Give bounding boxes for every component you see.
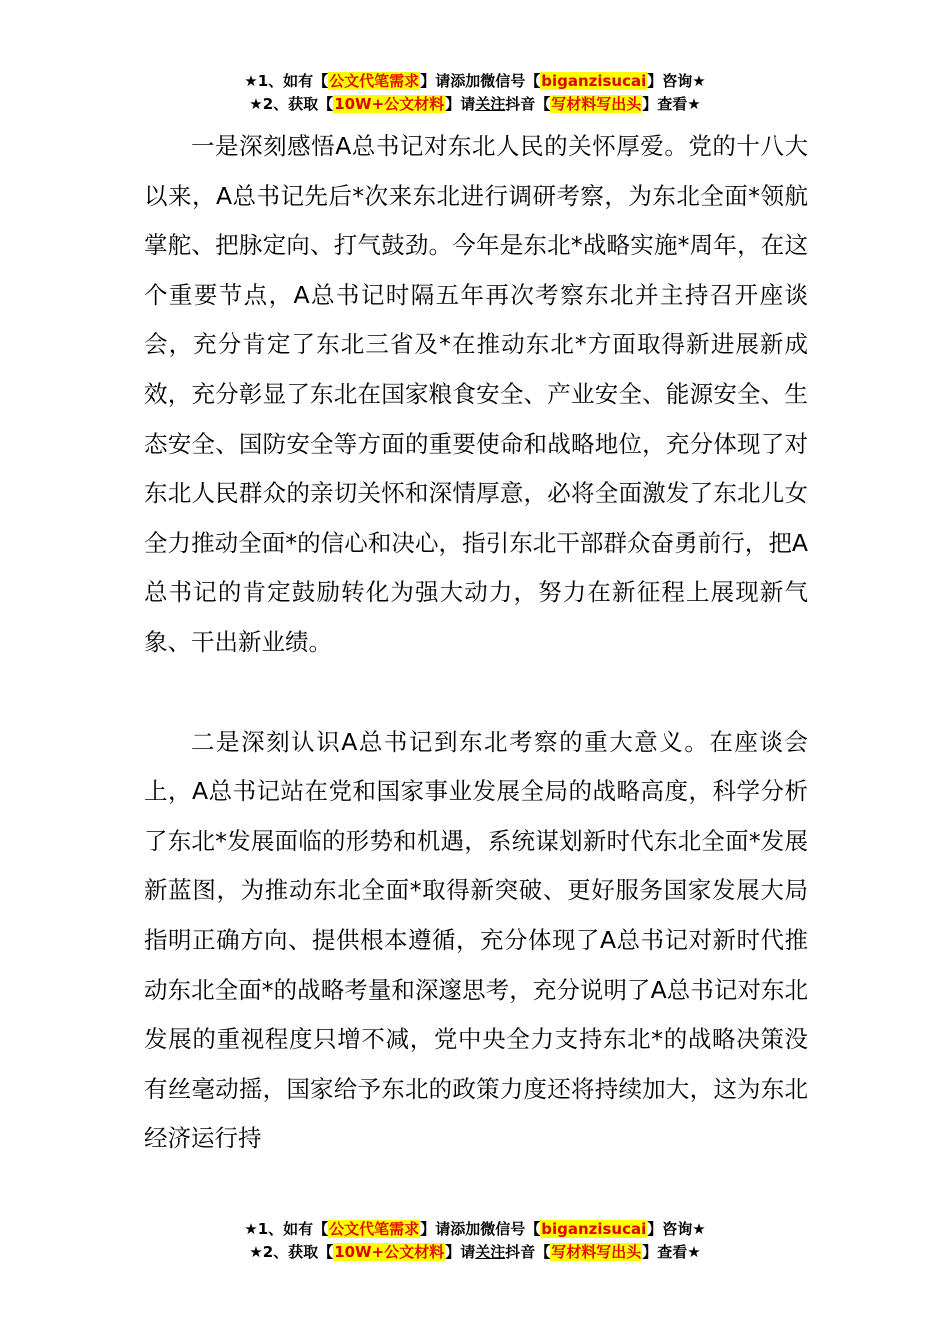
banner-highlight: 10W+公文材料 bbox=[334, 1243, 445, 1261]
banner-highlight: 公文代笔需求 bbox=[329, 72, 420, 90]
banner-text: ★2、获取【 bbox=[249, 1243, 334, 1261]
banner-highlight: 10W+公文材料 bbox=[334, 95, 445, 113]
banner-underlined: 关注 bbox=[475, 1243, 506, 1261]
banner-line-2 bbox=[0, 1241, 950, 1264]
banner-line-1 bbox=[0, 1218, 950, 1241]
banner-text: ★2、获取【 bbox=[249, 95, 334, 113]
banner-highlight: 写材料写出头 bbox=[551, 95, 642, 113]
document-body bbox=[144, 122, 808, 1164]
banner-highlight: 公文代笔需求 bbox=[329, 1220, 420, 1238]
banner-text: 抖音【 bbox=[505, 1243, 551, 1261]
paragraph-2: 二是深刻认识A总书记到东北考察的重大意义。在座谈会上，A总书记站在党和国家事业发展全局的战略高度，科学分析了东北*发展面临的形势和机遇，系统谋划新时代东北全面*发展新蓝图，为推动东北全面*取得新突破、更好服务国家发展大局指明正确方向、提供根本遵循，充分体现了A总书记对新时代推动东北全面*的战略考量和深邃思考，充分说明了A总书记对东北发展的重视程度只增不减，党中央全力支持东北*的战略决策没有丝毫动摇，国家给予东北的政策力度还将持续加大，这为东北经济运行持 bbox=[144, 727, 808, 1153]
banner-wechat-id: biganzisucai bbox=[541, 72, 647, 90]
header-banner bbox=[0, 70, 950, 116]
banner-highlight: 写材料写出头 bbox=[551, 1243, 642, 1261]
banner-text: 】查看★ bbox=[642, 95, 701, 113]
banner-text: 】请 bbox=[445, 95, 476, 113]
banner-text: 】请 bbox=[445, 1243, 476, 1261]
banner-line-1 bbox=[0, 70, 950, 93]
banner-text: 】咨询★ bbox=[647, 72, 706, 90]
paragraph-spacer bbox=[144, 668, 808, 718]
banner-text: ★1、如有【 bbox=[244, 1220, 329, 1238]
paragraph-1: 一是深刻感悟A总书记对东北人民的关怀厚爱。党的十八大以来，A总书记先后*次来东北进行调研考察，为东北全面*领航掌舵、把脉定向、打气鼓劲。今年是东北*战略实施*周年，在这个重要节点，A总书记时隔五年再次考察东北并主持召开座谈会，充分肯定了东北三省及*在推动东北*方面取得新进展新成效，充分彰显了东北在国家粮食安全、产业安全、能源安全、生态安全、国防安全等方面的重要使命和战略地位，充分体现了对东北人民群众的亲切关怀和深情厚意，必将全面激发了东北儿女全力推动全面*的信心和决心，指引东北干部群众奋勇前行，把A总书记的肯定鼓励转化为强大动力，努力在新征程上展现新气象、干出新业绩。 bbox=[144, 132, 808, 656]
footer-banner bbox=[0, 1218, 950, 1264]
banner-wechat-id: biganzisucai bbox=[541, 1220, 647, 1238]
banner-text: 】咨询★ bbox=[647, 1220, 706, 1238]
banner-line-2 bbox=[0, 93, 950, 116]
banner-text: 】查看★ bbox=[642, 1243, 701, 1261]
banner-text: ★1、如有【 bbox=[244, 72, 329, 90]
banner-text: 】请添加微信号【 bbox=[420, 1220, 541, 1238]
banner-underlined: 关注 bbox=[475, 95, 506, 113]
banner-text: 抖音【 bbox=[505, 95, 551, 113]
banner-text: 】请添加微信号【 bbox=[420, 72, 541, 90]
